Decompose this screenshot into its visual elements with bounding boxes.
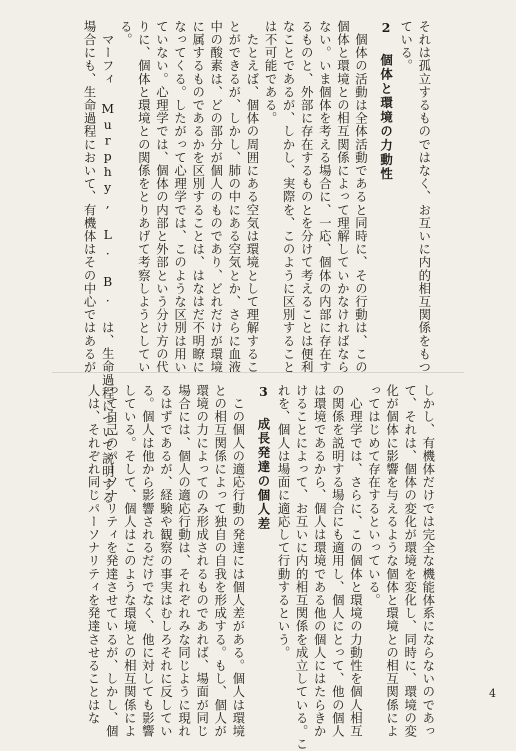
text-line: たとえば、個体の周囲にある空気は環境として理解するこ — [244, 20, 260, 374]
text-line: している。そして、個人はこのような環境との相互関係によ — [122, 384, 138, 738]
text-line: るものと、外部に存在するものとを分けて考えることは便利 — [299, 20, 315, 374]
text-line: 人は、それぞれ同じパーソナリティを発達させることはな — [86, 384, 102, 725]
block-separator — [52, 372, 464, 373]
text-line: は不可能である。 — [263, 20, 279, 125]
text-line: て、それは、個体の変化が環境を変化し、同時に、環境の変 — [402, 384, 418, 738]
text-line: この個人の適応行動の発達には個人差がある。個人は環境 — [230, 384, 246, 738]
section-heading-3: 3 成長発達の個人差 — [255, 384, 271, 532]
text-line: って自己のパーソナリティを発達させているが、しかし、個 — [104, 384, 120, 738]
page-number: 4 — [489, 687, 496, 700]
text-line: りに、個体と環境との関係をとりあげて考察しようとしてい — [136, 20, 152, 374]
text-line: る。個人は他から影響されるだけでなく、他に対しても影響 — [140, 384, 156, 738]
text-line: との相互関係によって独自の自我を形成する。もし、個人が — [212, 384, 228, 738]
text-line: ない。いま個体を考える場合に、一応、個体の内部に存在す — [317, 20, 333, 374]
text-line: るはずであるが、経験や観察の事実はむしろそれに反してい — [158, 384, 174, 738]
text-line: 化が個体に影響を与えるような個体と環境との相互関係によ — [384, 384, 400, 738]
text-line: に属するものであるかを区別することは、はなはだ不明瞭に — [190, 20, 206, 374]
text-line: 環境の力によってのみ形成されるものであれば、場面が同じ — [194, 384, 210, 738]
text-line: なってくる。したがって心理学では、このような区別は用い — [172, 20, 188, 374]
text-line: 個体の活動は全体活動であると同時に、その行動は、この — [353, 20, 369, 374]
text-line: れを、個人は場面に適応して行動するという。 — [276, 384, 292, 660]
text-line: それは孤立するものではなく、お互いに内的相互関係をもつ — [416, 20, 432, 374]
text-line: 中の酸素は、どの部分が個人のものであり、どれだけが環境 — [208, 20, 224, 374]
text-line: しかし、有機体だけでは完全な機能体系にならないのであっ — [420, 384, 436, 738]
text-line: なことであるが、しかし、実際を、このように区別すること — [281, 20, 297, 374]
text-line: 個体と環境との相互関係によって理解していかなければなら — [335, 20, 351, 374]
text-line: は環境であるから、個人は環境である他の個人にはたらきか — [312, 384, 328, 738]
text-line: る。 — [118, 20, 134, 47]
text-line: マーフィ Murphy, L. B. は、生命過程について説明する — [100, 20, 116, 505]
text-line: ている。 — [398, 20, 414, 73]
text-line: とができるが、しかし、肺の中にある空気とか、さらに血液 — [226, 20, 242, 374]
text-line: ていない。心理学では、個体の内部と外部という分け方の代 — [154, 20, 170, 374]
text-line: 場合には、個人の適応行動は、それぞれみな同じように現れ — [176, 384, 192, 738]
bottom-text-column — [84, 384, 437, 751]
text-line: 心理学では、さらに、この個体と環境の力動性を個人相互 — [348, 384, 364, 738]
text-line: ってはじめて存在するといっている。 — [366, 384, 382, 607]
text-line: 場合にも、生命過程において、有機体はその中心ではあるが — [82, 20, 98, 374]
section-heading-2: 2 個体と環境の力動性 — [378, 20, 394, 182]
text-line: けることによって、お互いに内的相互関係を成立している。こ — [294, 384, 310, 751]
text-line: の関係を説明する場合にも適用し、個人にとって、他の個人 — [330, 384, 346, 738]
